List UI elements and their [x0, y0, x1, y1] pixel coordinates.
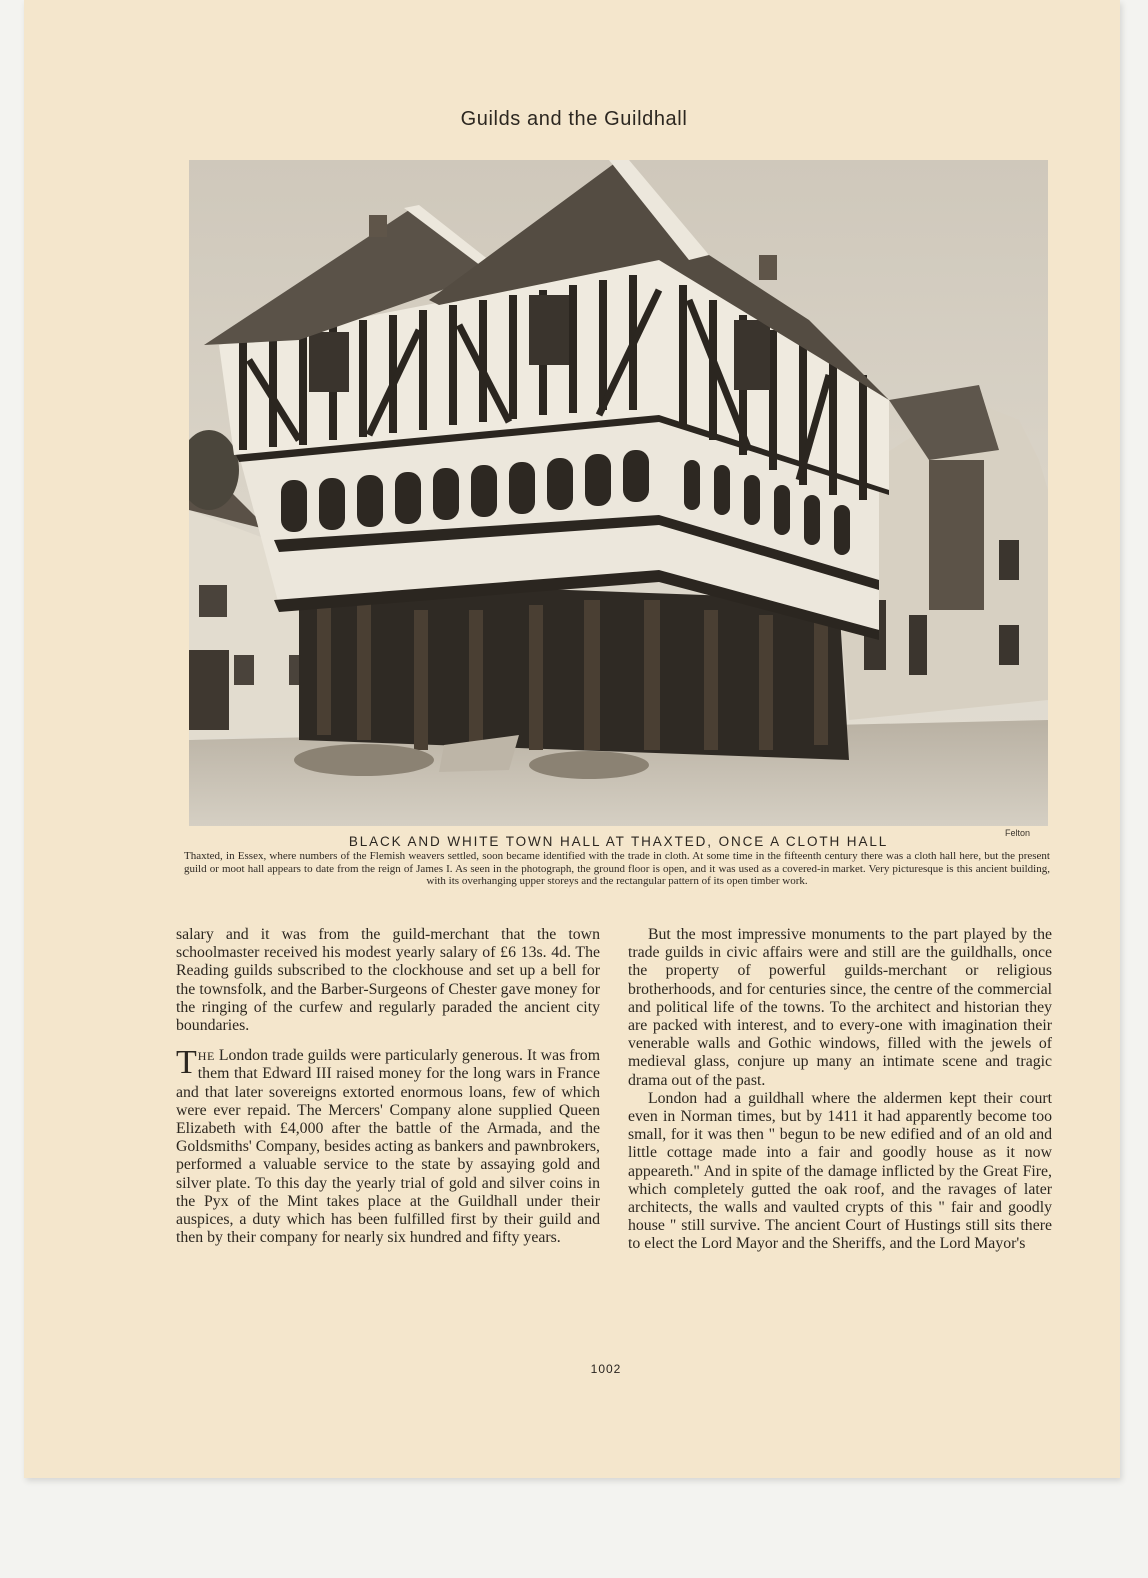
right-column — [628, 926, 1052, 1254]
left-column — [176, 926, 600, 1259]
small-caps-lead: HE — [197, 1049, 215, 1064]
right-paragraph-2: London had a guildhall where the aldermen kept their court even in Norman times, but by 1411 it had apparently become too small, for it was then " begun to be new edified and of an old and little cottage made into a fair and goodly house as it now appeareth." And in spite of the damage inflicted by the Great Fire, which completely gutted the oak roof, and the ravages of later architects, the walls and vaulted crypts of this " fair and goodly house " still survive. The ancient Court of Hustings still sits there to elect the Lord Mayor and the Sheriffs, and the Lord Mayor's — [628, 1089, 1052, 1253]
left-paragraph-2-text: London trade guilds were particularly generous. It was from them that Edward III raised money for the long wars in France and that later sovereigns extorted enormous loans, few of which were ever repaid. The Mercers' Company alone supplied Queen Elizabeth with £4,000 after the battle of the Armada, and the Goldsmiths' Company, besides acting as bankers and pawnbrokers, performed a valuable service to the state by assaying gold and silver plate. To this day the yearly trial of gold and silver coins in the Pyx of the Mint takes place at the Guildhall under their auspices, a duty which has been fulfilled first by their guild and then by their company for nearly six hundred and fifty years. — [176, 1047, 600, 1247]
town-hall-photograph — [189, 160, 1048, 826]
running-head: Guilds and the Guildhall — [460, 108, 688, 130]
page-number: 1002 — [590, 1362, 622, 1376]
figure-caption: Thaxted, in Essex, where numbers of the Flemish weavers settled, soon became identified with the trade in cloth. At some time in the fifteenth century there was a cloth hall here, but the present guild or moot hall appears to date from the reign of James I. As seen in the photograph, the ground floor is open, and it was used as a covered-in market. Very picturesque is this ancient building, with its overhanging upper storeys and the rectangular pattern of its open timber work. — [184, 850, 1050, 888]
thaxted-guildhall-image — [189, 160, 1048, 826]
left-paragraph-1: salary and it was from the guild-merchant that the town schoolmaster received his modest yearly salary of £6 13s. 4d. The Reading guilds subscribed to the clockhouse and set up a bell for the townsfolk, and the Barber-Surgeons of Chester gave money for the ringing of the curfew and regularly paraded the ancient city boundaries. — [176, 926, 600, 1035]
drop-cap: T — [176, 1044, 197, 1082]
photo-credit: Felton — [1005, 828, 1031, 838]
right-paragraph-1: But the most impressive monuments to the part played by the trade guilds in civic affairs were and still are the guildhalls, once the property of powerful guilds-merchant or religious brotherhoods, and for centuries since, the centre of the commercial and political life of the towns. To the architect and historian they are packed with interest, and to every-one with imagination their venerable walls and Gothic windows, filled with the jewels of medieval glass, conjure up many an intimate scene and tragic drama out of the past. — [628, 926, 1052, 1089]
left-paragraph-2 — [176, 1044, 600, 1247]
figure-title: BLACK AND WHITE TOWN HALL AT THAXTED, ONCE A CLOTH HALL — [348, 834, 889, 849]
